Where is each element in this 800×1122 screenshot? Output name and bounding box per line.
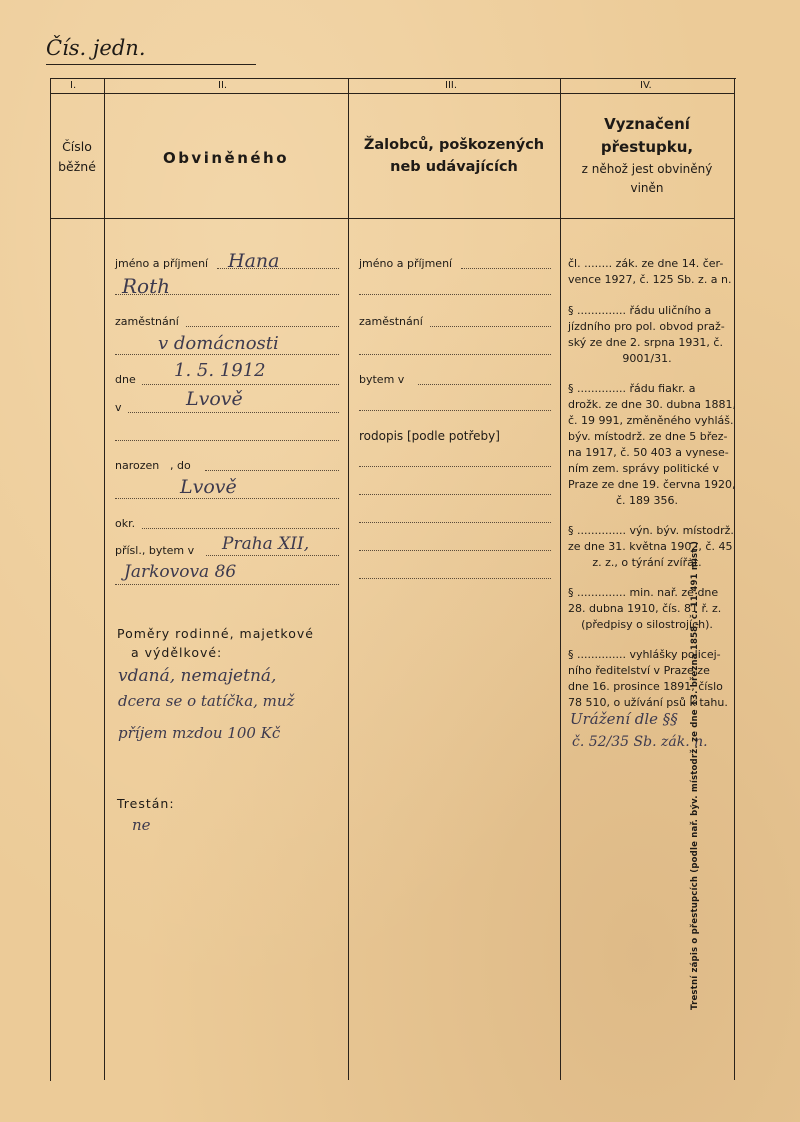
accused-residence-label: přísl., bytem v	[115, 544, 195, 557]
accused-employment-value: v domácnosti	[158, 333, 279, 354]
roman-col-1: I.	[70, 80, 77, 91]
offence-1-line2: vence 1927, č. 125 Sb. z. a n.	[568, 273, 732, 286]
offence-6-line2: ního ředitelství v Praze ze	[568, 664, 710, 677]
offence-3-line1: § .............. řádu fiakr. a	[568, 382, 696, 395]
col4-header-line1: Vyznačení	[604, 115, 690, 133]
col1-header-line2: běžné	[58, 159, 96, 174]
cis-jedn-line	[46, 64, 256, 65]
accused-district-label: okr.	[115, 517, 136, 530]
complainant-address-label: bytem v	[359, 373, 405, 386]
col4-header-line4: viněn	[630, 181, 664, 195]
accused-date-value: 1. 5. 1912	[174, 360, 266, 381]
accused-name-value-2: Roth	[122, 274, 171, 298]
offence-4-line1: § .............. výn. býv. místodrž.	[568, 524, 734, 537]
cis-jedn-label: Čís. jedn.	[46, 36, 146, 60]
accused-born-label: narozen	[115, 459, 160, 472]
offence-3-line2: drožk. ze dne 30. dubna 1881,	[568, 398, 737, 411]
complainant-rodopis-label: rodopis [podle potřeby]	[359, 429, 500, 443]
offence-handwritten-2: č. 52/35 Sb. zák. n.	[572, 734, 708, 750]
col-divider-2	[348, 78, 349, 1080]
offence-3-line6: ním zem. správy politické v	[568, 462, 719, 475]
offence-6-line4: 78 510, o užívání psů k tahu.	[568, 696, 728, 709]
col2-header: Obviněného	[162, 149, 290, 167]
offence-2-line1: § .............. řádu uličního a	[568, 304, 712, 317]
roman-col-3: III.	[445, 80, 458, 91]
offence-3-line5: na 1917, č. 50 403 a vynese-	[568, 446, 729, 459]
col-divider-1	[104, 78, 105, 1080]
roman-col-4: IV.	[640, 80, 652, 91]
side-note: Trestní zápis o přestupcích (podle nař. býv. místodrž. ze dne 13. března 1858, č. 11.491 míst.)	[690, 540, 700, 1010]
offence-4-line2: ze dne 31. května 1902, č. 45	[568, 540, 733, 553]
accused-residence-value-2: Jarkovova 86	[124, 562, 237, 582]
accused-family-label-1: Poměry rodinné, majetkové	[117, 626, 314, 641]
col1-header-line1: Číslo	[62, 139, 92, 154]
accused-family-value-2: dcera se o tatíčka, muž	[118, 692, 295, 710]
accused-born-value: Lvově	[180, 476, 237, 498]
complainant-name-label: jméno a příjmení	[359, 257, 453, 270]
header-row-divider	[50, 218, 735, 219]
offence-1-line1: čl. ........ zák. ze dne 14. čer-	[568, 257, 724, 270]
accused-in-value: Lvově	[186, 388, 243, 410]
accused-family-label-2: a výdělkové:	[131, 645, 223, 660]
col4-header-line2: přestupku,	[600, 138, 694, 156]
col3-header-line1: Žalobců, poškozených	[363, 137, 545, 153]
offence-2-line3: ský ze dne 2. srpna 1931, č.	[568, 336, 723, 349]
accused-name-label: jméno a příjmení	[115, 257, 209, 270]
col-divider-4	[734, 78, 735, 1080]
accused-punished-value: ne	[132, 816, 151, 834]
accused-family-value-3: příjem mzdou 100 Kč	[118, 724, 281, 742]
accused-name-value-1: Hana	[228, 250, 280, 272]
accused-family-value-1: vdaná, nemajetná,	[118, 666, 277, 686]
offence-5-line2: 28. dubna 1910, čís. 81 ř. z.	[568, 602, 722, 615]
offence-2-line4: 9001/31.	[622, 352, 672, 365]
accused-employment-label: zaměstnání	[115, 315, 179, 328]
accused-residence-value-1: Praha XII,	[222, 534, 310, 554]
offence-handwritten-1: Urážení dle §§	[570, 710, 678, 728]
offence-5-line3: (předpisy o silostrojích).	[581, 618, 713, 631]
offence-6-line3: dne 16. prosince 1891, číslo	[568, 680, 723, 693]
offence-2-line2: jízdního pro pol. obvod praž-	[568, 320, 725, 333]
offence-3-line3: č. 19 991, změněného vyhláš.	[568, 414, 734, 427]
offence-3-line7: Praze ze dne 19. června 1920,	[568, 478, 736, 491]
complainant-employment-label: zaměstnání	[359, 315, 423, 328]
accused-born-suffix: , do	[170, 459, 191, 472]
accused-in-label: v	[115, 401, 122, 414]
col-divider-3	[560, 78, 561, 1080]
col4-header-line3: z něhož jest obviněný	[581, 162, 713, 176]
accused-date-label: dne	[115, 373, 136, 386]
offence-3-line8: č. 189 356.	[615, 494, 679, 507]
offence-3-line4: býv. místodrž. ze dne 5 břez-	[568, 430, 728, 443]
roman-row-divider	[50, 93, 735, 94]
offence-4-line3: z. z., o týrání zvířat.	[592, 556, 702, 569]
offence-5-line1: § .............. min. nař. ze dne	[568, 586, 719, 599]
offence-6-line1: § .............. vyhlášky policej-	[568, 648, 721, 661]
col3-header-line2: neb udávajících	[390, 159, 518, 175]
roman-col-2: II.	[218, 80, 228, 91]
accused-punished-label: Trestán:	[117, 796, 175, 811]
